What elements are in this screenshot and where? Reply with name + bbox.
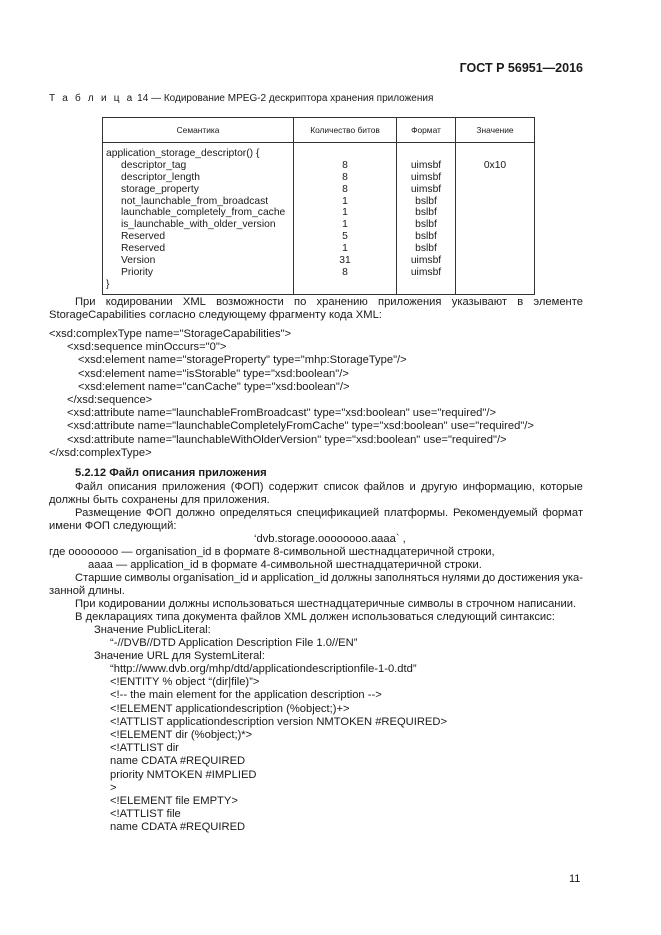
paragraph-placement bbox=[75, 507, 583, 519]
table-cell-name: Reserved bbox=[121, 243, 166, 255]
table-caption bbox=[49, 93, 433, 104]
semantics-column bbox=[103, 143, 294, 295]
table-cell-bits: 8 bbox=[342, 266, 348, 278]
table-cell-name: descriptor_tag bbox=[121, 159, 187, 171]
table-cell-format: uimsbf bbox=[410, 266, 442, 278]
table-cell-bits bbox=[294, 279, 396, 291]
dtd-line: name CDATA #REQUIRED bbox=[110, 821, 246, 834]
word: указывают bbox=[451, 296, 508, 308]
table-cell-format bbox=[397, 148, 455, 160]
table-cell-bits: 1 bbox=[342, 195, 348, 207]
table-cell-value bbox=[456, 172, 534, 184]
table-cell-name: Reserved bbox=[121, 231, 166, 243]
word: формат bbox=[542, 507, 583, 519]
word: спецификацией bbox=[296, 507, 380, 519]
caption-prefix: Т а б л и ц а bbox=[49, 93, 135, 104]
xsd-line: </xsd:sequence> bbox=[67, 394, 153, 406]
table-cell-bits: 8 bbox=[342, 159, 348, 171]
table-cell-format: bslbf bbox=[415, 195, 437, 207]
dtd-line: <!ELEMENT applicationdescription (%object;)+> bbox=[110, 702, 350, 715]
dtd-line: <!ELEMENT file EMPTY> bbox=[110, 795, 238, 807]
format-column bbox=[397, 143, 456, 295]
table-cell-name: Version bbox=[121, 255, 156, 267]
dtd-line: name CDATA #REQUIRED bbox=[110, 755, 246, 768]
word: определяться bbox=[219, 507, 292, 519]
word: Рекомендуемый bbox=[452, 507, 538, 519]
word: organisation_id bbox=[173, 572, 249, 584]
table-body-row bbox=[103, 143, 535, 295]
word: описания bbox=[107, 481, 157, 493]
table-cell-bits: 1 bbox=[342, 207, 348, 219]
table-cell-name: Priority bbox=[121, 266, 154, 278]
word: Старшие bbox=[75, 572, 122, 584]
word: должны bbox=[331, 572, 372, 584]
descriptor-table bbox=[102, 117, 535, 295]
word: содержит bbox=[268, 481, 319, 493]
dtd-line: priority NMTOKEN #IMPLIED bbox=[110, 768, 257, 781]
system-literal-label: Значение URL для SystemLiteral: bbox=[94, 650, 265, 662]
word: возможности bbox=[216, 296, 284, 308]
col-header-format: Формат bbox=[397, 118, 456, 143]
word: информацию, bbox=[462, 481, 535, 493]
paragraph-fop-2: должны быть сохранены для приложения. bbox=[49, 494, 270, 506]
word: до bbox=[482, 572, 496, 584]
table-cell-name: storage_property bbox=[121, 183, 199, 195]
dtd-line: <!ATTLIST file bbox=[110, 808, 181, 821]
word: нулями bbox=[441, 572, 480, 584]
table-cell-format: bslbf bbox=[415, 207, 437, 219]
filename-format: ‘dvb.storage.oooooooo.aaaa` , bbox=[254, 533, 406, 545]
paragraph-lowercase: При кодировании должны использоваться шестнадцатеричные символы в строчном написании. bbox=[75, 598, 577, 610]
xsd-line: <xsd:attribute name="launchableWithOlderVersion" type="xsd:boolean" use="required"/> bbox=[67, 433, 507, 446]
word: Размещение bbox=[75, 507, 142, 519]
xsd-line: </xsd:complexType> bbox=[49, 446, 152, 459]
table-cell-name: } bbox=[106, 278, 110, 290]
word: в bbox=[517, 296, 524, 308]
table-cell-value bbox=[456, 148, 534, 160]
table-cell-format: uimsbf bbox=[410, 183, 442, 195]
col-header-value: Значение bbox=[456, 118, 535, 143]
word: и bbox=[409, 481, 416, 493]
word: список bbox=[323, 481, 359, 493]
word: заполняться bbox=[374, 572, 440, 584]
word: Файл bbox=[75, 481, 103, 493]
word: достижения bbox=[497, 572, 560, 584]
table-cell-value bbox=[456, 279, 534, 291]
paragraph-doctype: В декларациях типа документа файлов XML должен использоваться следующий синтаксис: bbox=[75, 611, 555, 623]
table-cell-bits: 1 bbox=[342, 243, 348, 255]
word: платформы. bbox=[383, 507, 449, 519]
dtd-line: <!ELEMENT dir (%object;)*> bbox=[110, 729, 253, 741]
table-cell-name: descriptor_length bbox=[121, 171, 200, 183]
table-cell-value bbox=[456, 196, 534, 208]
word: ука- bbox=[562, 572, 583, 584]
word: по bbox=[294, 296, 307, 308]
xsd-line: <xsd:complexType name="StorageCapabilities"> bbox=[49, 328, 292, 340]
table-cell-value bbox=[456, 243, 534, 255]
paragraph-xml-intro-2: StorageCapabilities согласно следующему фрагменту кода XML: bbox=[49, 309, 382, 321]
xsd-line: <xsd:attribute name="launchableCompletelyFromCache" type="xsd:boolean" use="required"/> bbox=[67, 420, 534, 433]
dtd-line: <!ENTITY % object “(dir|file)”> bbox=[110, 676, 260, 689]
table-cell-value bbox=[456, 255, 534, 267]
word: другую bbox=[421, 481, 458, 493]
table-cell-name: is_launchable_with_older_version bbox=[121, 219, 276, 231]
col-header-bits: Количество битов bbox=[294, 118, 397, 143]
word: При bbox=[75, 296, 96, 308]
col-header-semantics: Семантика bbox=[103, 118, 294, 143]
table-cell-name: not_launchable_from_broadcast bbox=[121, 195, 269, 207]
word: элементе bbox=[533, 296, 583, 308]
word: должно bbox=[176, 507, 215, 519]
xsd-line: <xsd:element name="storageProperty" type="mhp:StorageType"/> bbox=[78, 354, 407, 367]
word: application_id bbox=[260, 572, 329, 584]
table-cell-format: uimsbf bbox=[410, 171, 442, 183]
section-title: 5.2.12 Файл описания приложения bbox=[75, 467, 267, 479]
table-header-row bbox=[103, 118, 535, 143]
word: ФОП bbox=[146, 507, 172, 519]
table-cell-name: launchable_completely_from_cache bbox=[121, 207, 286, 219]
dtd-line: > bbox=[110, 781, 117, 794]
dtd-line: <!-- the main element for the application description --> bbox=[110, 689, 382, 702]
xsd-line: <xsd:element name="isStorable" type="xsd:boolean"/> bbox=[78, 367, 349, 380]
paragraph-xml-intro bbox=[75, 296, 583, 308]
word: хранению bbox=[316, 296, 368, 308]
table-cell-format: uimsbf bbox=[410, 159, 442, 171]
caption-text: 14 — Кодирование MPEG-2 дескриптора хранения приложения bbox=[134, 93, 434, 104]
table-cell-value bbox=[456, 231, 534, 243]
dtd-line: <!ATTLIST applicationdescription version NMTOKEN #REQUIRED> bbox=[110, 715, 447, 728]
word: XML bbox=[182, 296, 206, 308]
where-organisation: где oooooooo — organisation_id в формате 8-символьной шестнадцатеричной строки, bbox=[49, 546, 495, 558]
word: и bbox=[251, 572, 258, 584]
paragraph-zero-fill-2: занной длины. bbox=[49, 585, 125, 597]
word: файлов bbox=[363, 481, 405, 493]
document-header: ГОСТ Р 56951—2016 bbox=[459, 61, 583, 75]
xsd-line: <xsd:sequence minOccurs="0"> bbox=[67, 341, 227, 354]
table-cell-format bbox=[397, 279, 455, 291]
word: кодировании bbox=[105, 296, 173, 308]
paragraph-fop bbox=[75, 481, 583, 493]
table-cell-value bbox=[456, 267, 534, 279]
table-cell-value bbox=[456, 184, 534, 196]
paragraph-zero-fill bbox=[75, 572, 583, 584]
table-cell-format: bslbf bbox=[415, 243, 437, 255]
word: приложения bbox=[378, 296, 442, 308]
table-cell-value bbox=[456, 219, 534, 231]
public-literal-value: “-//DVB//DTD Application Description File 1.0//EN” bbox=[110, 637, 358, 649]
table-cell-value: 0x10 bbox=[483, 159, 507, 171]
table-cell-bits: 5 bbox=[342, 231, 348, 243]
where-application: aaaa — application_id в формате 4-символьной шестнадцатеричной строки. bbox=[88, 559, 482, 571]
table-cell-format: bslbf bbox=[415, 231, 437, 243]
table-cell-bits: 1 bbox=[342, 219, 348, 231]
table-cell-value bbox=[456, 207, 534, 219]
paragraph-placement-2: имени ФОП следующий: bbox=[49, 520, 177, 532]
table-cell-format: uimsbf bbox=[410, 255, 442, 267]
xsd-line: <xsd:element name="canCache" type="xsd:boolean"/> bbox=[78, 380, 350, 393]
table-cell-bits: 8 bbox=[342, 171, 348, 183]
bits-column bbox=[294, 143, 397, 295]
table-cell-bits bbox=[294, 148, 396, 160]
dtd-line: “http://www.dvb.org/mhp/dtd/applicationdescriptionfile-1-0.dtd” bbox=[110, 663, 417, 675]
xsd-line: <xsd:attribute name="launchableFromBroadcast" type="xsd:boolean" use="required"/> bbox=[67, 407, 497, 420]
word: (ФОП) bbox=[230, 481, 264, 493]
word: символы bbox=[124, 572, 171, 584]
table-cell-bits: 8 bbox=[342, 183, 348, 195]
dtd-line: <!ATTLIST dir bbox=[110, 742, 179, 755]
table-cell-format: bslbf bbox=[415, 219, 437, 231]
public-literal-label: Значение PublicLiteral: bbox=[94, 624, 211, 636]
word: приложения bbox=[161, 481, 226, 493]
word: которые bbox=[540, 481, 583, 493]
value-column bbox=[456, 143, 535, 295]
table-cell-name: application_storage_descriptor() { bbox=[106, 148, 260, 159]
page-number: 11 bbox=[569, 873, 581, 885]
table-cell-bits: 31 bbox=[339, 255, 351, 267]
